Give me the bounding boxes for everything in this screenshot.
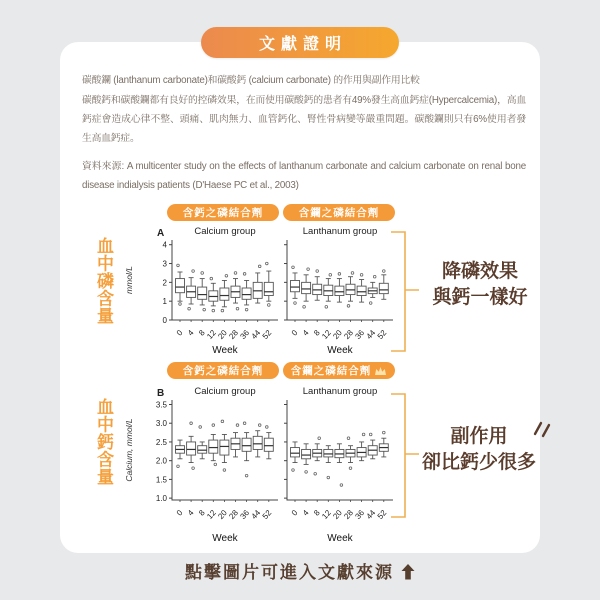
svg-text:20: 20 [216,328,229,341]
svg-text:12: 12 [320,328,333,341]
svg-text:20: 20 [331,508,344,521]
svg-text:8: 8 [197,508,207,518]
svg-text:12: 12 [205,328,218,341]
up-arrow-icon [401,564,415,580]
callout-phosphate [416,259,544,311]
svg-text:Week: Week [212,533,238,544]
svg-text:Lanthanum group: Lanthanum group [302,226,378,237]
svg-text:8: 8 [197,328,207,338]
svg-text:12: 12 [320,508,333,521]
svg-text:mmol/L: mmol/L [124,266,134,294]
svg-text:44: 44 [249,328,263,341]
svg-text:36: 36 [238,508,252,521]
svg-text:36: 36 [353,508,367,521]
svg-text:Lanthanum group: Lanthanum group [302,386,378,397]
source-citation [82,157,526,195]
svg-text:Week: Week [212,345,238,356]
svg-text:4: 4 [185,328,196,338]
svg-text:44: 44 [249,508,263,521]
svg-text:Week: Week [327,345,353,356]
svg-text:28: 28 [227,328,240,341]
phosphate-boxplot-chart [120,222,405,362]
emphasis-marks-icon [532,418,552,438]
comparison-heading: 碳酸鑭 (lanthanum carbonate)和碳酸鈣 (calcium carbonate) 的作用與副作用比較 [82,75,420,86]
body-text-block [82,71,526,195]
svg-text:36: 36 [353,328,367,341]
pill-label: 含鑭之磷結合劑 [290,365,372,377]
body-paragraph: 碳酸鈣和碳酸鑭都有良好的控磷效果，在而使用碳酸鈣的患者有49%發生高血鈣症(Hypercalcemia)，高血鈣症會造成心律不整、頭痛、肌肉無力、血管鈣化、腎性骨病變等嚴重問題。碳酸鑭則只有6%使用者發生高血鈣症。 [82,95,526,144]
svg-text:Calcium group: Calcium group [194,226,256,237]
svg-text:0: 0 [174,508,185,518]
side-label-phosphate: 血中磷含量 [94,237,113,325]
svg-text:44: 44 [364,328,378,341]
side-label-calcium: 血中鈣含量 [94,398,113,486]
svg-text:2.0: 2.0 [155,456,167,466]
svg-text:1.5: 1.5 [155,475,167,485]
pill-calcium-binder [167,362,279,379]
svg-text:4: 4 [300,328,311,338]
svg-text:0: 0 [289,508,300,518]
svg-text:Calcium group: Calcium group [194,386,256,397]
source-text: A multicenter study on the effects of lanthanum carbonate and calcium carbonate on renal bone disease indialysis patients (D'Haese PC et al., 2003) [82,161,526,191]
pill-row-calcium [167,362,395,379]
pill-lanthanum-binder [283,204,395,221]
svg-text:4: 4 [300,508,311,518]
pill-lanthanum-binder-winner [283,362,395,379]
footer-instruction[interactable] [0,558,600,583]
pill-calcium-binder [167,204,279,221]
svg-text:3.5: 3.5 [155,400,167,410]
svg-text:20: 20 [331,328,344,341]
svg-text:8: 8 [312,508,322,518]
crown-icon [374,366,387,376]
svg-text:36: 36 [238,328,252,341]
title-badge [201,27,399,58]
pill-row-phosphate [167,204,395,221]
svg-text:28: 28 [342,328,355,341]
svg-text:0: 0 [289,328,300,338]
svg-text:44: 44 [364,508,378,521]
svg-text:52: 52 [375,328,389,341]
svg-text:Week: Week [327,533,353,544]
callout-side-effect [406,424,552,476]
svg-text:1: 1 [162,297,167,307]
callout-line: 副作用 [450,426,508,447]
svg-text:0: 0 [162,316,167,325]
svg-text:Calcium, mmol/L: Calcium, mmol/L [124,418,134,482]
svg-text:0: 0 [174,328,185,338]
svg-text:B: B [157,388,165,399]
svg-text:28: 28 [342,508,355,521]
callout-line: 與鈣一樣好 [432,287,528,308]
svg-text:A: A [157,228,165,239]
svg-text:20: 20 [216,508,229,521]
svg-text:52: 52 [375,508,389,521]
callout-line: 降磷效果 [441,261,518,282]
svg-text:8: 8 [312,328,322,338]
svg-text:52: 52 [260,328,274,341]
svg-text:2.5: 2.5 [155,437,167,447]
pill-label: 含鈣之磷結合劑 [182,207,264,219]
svg-text:12: 12 [205,508,218,521]
svg-text:4: 4 [185,508,196,518]
footer-text: 點擊圖片可進入文獻來源 [185,563,394,582]
svg-text:52: 52 [260,508,274,521]
source-label: 資料來源: [82,161,125,172]
pill-label: 含鈣之磷結合劑 [182,365,264,377]
svg-text:3.0: 3.0 [155,419,167,429]
title-badge-label: 文獻證明 [258,36,347,53]
pill-label: 含鑭之磷結合劑 [298,207,380,219]
callout-line: 卻比鈣少很多 [421,452,536,473]
svg-text:3: 3 [162,259,167,269]
svg-text:1.0: 1.0 [155,494,167,504]
svg-text:2: 2 [162,278,167,288]
svg-text:28: 28 [227,508,240,521]
svg-text:4: 4 [162,240,167,250]
calcium-boxplot-chart [120,382,405,547]
